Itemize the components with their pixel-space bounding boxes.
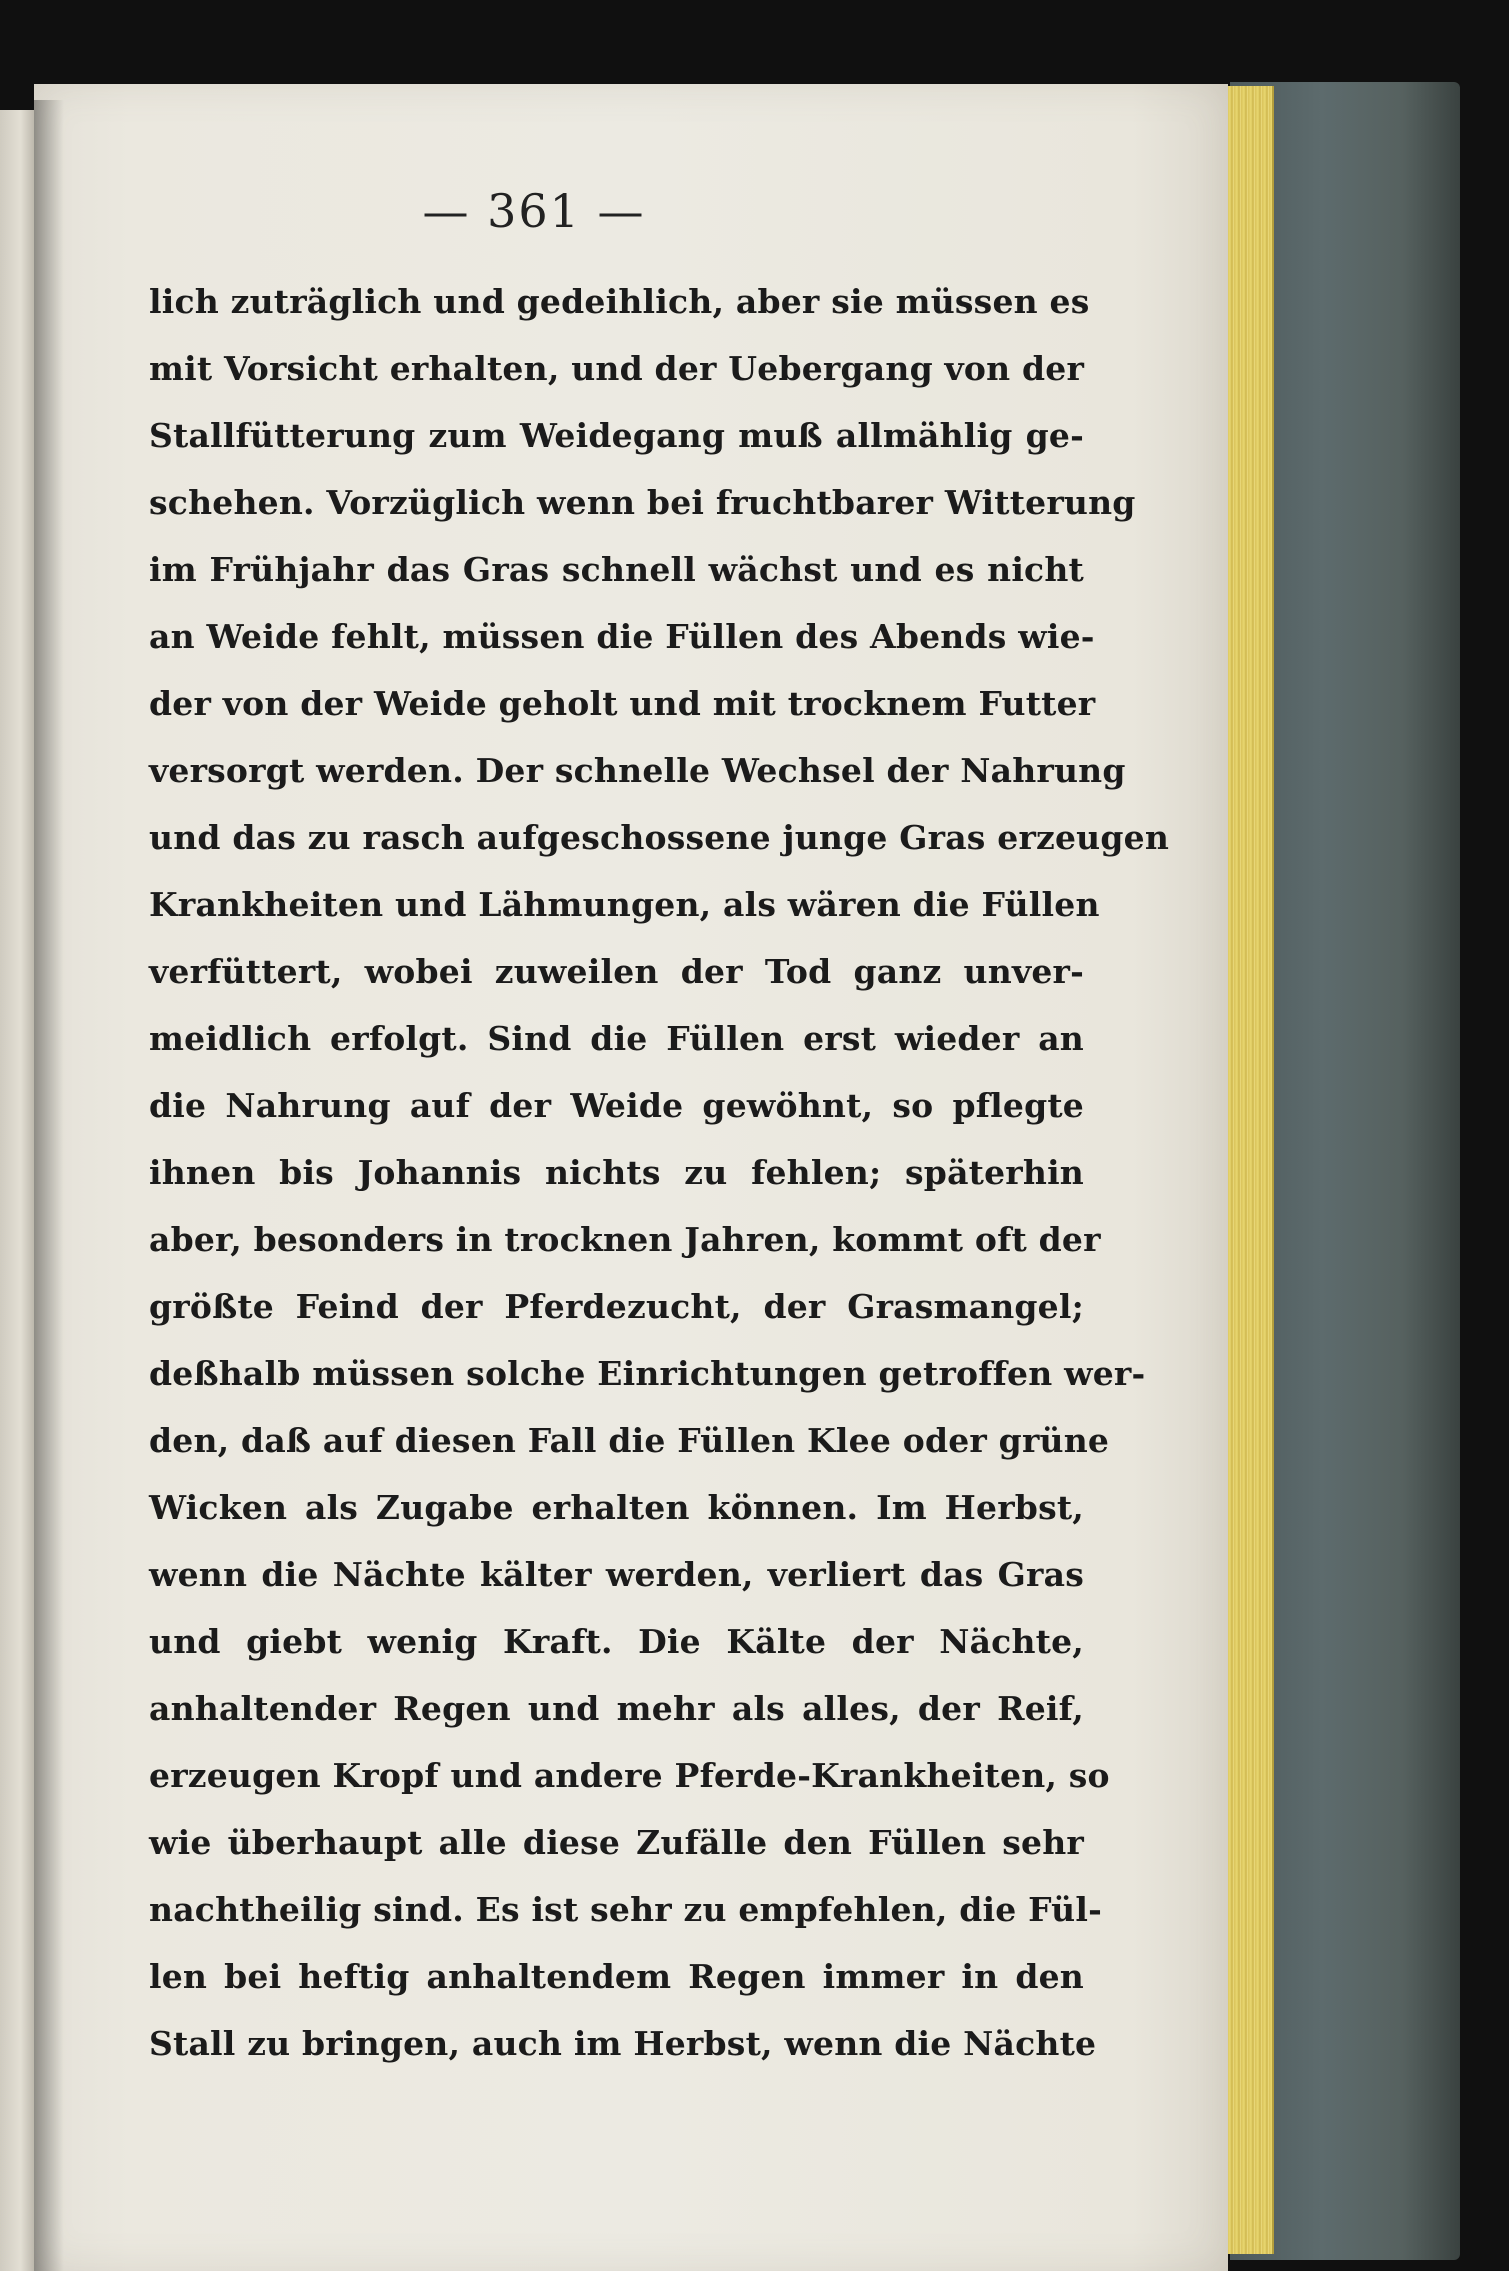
text-line: ihnen bis Johannis nichts zu fehlen; späterhin xyxy=(149,1153,1084,1192)
text-line: und das zu rasch aufgeschossene junge Gras erzeugen xyxy=(149,818,1170,857)
text-line: erzeugen Kropf und andere Pferde-Krankheiten, so xyxy=(149,1756,1110,1795)
page-edges xyxy=(1220,86,1274,2254)
text-line: Stall zu bringen, auch im Herbst, wenn die Nächte xyxy=(149,2024,1097,2063)
text-line: versorgt werden. Der schnelle Wechsel der Nahrung xyxy=(149,751,1126,790)
text-line: der von der Weide geholt und mit trocknem Futter xyxy=(149,684,1096,723)
text-line: die Nahrung auf der Weide gewöhnt, so pflegte xyxy=(149,1086,1084,1125)
text-line: nachtheilig sind. Es ist sehr zu empfehlen, die Fül- xyxy=(149,1890,1102,1929)
text-line: aber, besonders in trocknen Jahren, kommt oft der xyxy=(149,1220,1101,1259)
text-line: wenn die Nächte kälter werden, verliert das Gras xyxy=(149,1555,1084,1594)
text-line: wie überhaupt alle diese Zufälle den Füllen sehr xyxy=(149,1823,1084,1862)
gutter-shadow xyxy=(34,100,64,2271)
page-number: — 361 — xyxy=(422,184,646,238)
text-line: Stallfütterung zum Weidegang muß allmählig ge- xyxy=(149,416,1084,455)
text-line: len bei heftig anhaltendem Regen immer in den xyxy=(149,1957,1084,1996)
text-line: den, daß auf diesen Fall die Füllen Klee oder grüne xyxy=(149,1421,1110,1460)
text-line: deßhalb müssen solche Einrichtungen getroffen wer- xyxy=(149,1354,1146,1393)
facing-page-edge xyxy=(0,110,34,2271)
text-line: größte Feind der Pferdezucht, der Grasmangel; xyxy=(149,1287,1084,1326)
text-line: und giebt wenig Kraft. Die Kälte der Nächte, xyxy=(149,1622,1084,1661)
text-line: lich zuträglich und gedeihlich, aber sie müssen es xyxy=(149,282,1090,321)
text-line: anhaltender Regen und mehr als alles, der Reif, xyxy=(149,1689,1084,1728)
text-line: Krankheiten und Lähmungen, als wären die Füllen xyxy=(149,885,1100,924)
text-line: schehen. Vorzüglich wenn bei fruchtbarer Witterung xyxy=(149,483,1136,522)
text-line: Wicken als Zugabe erhalten können. Im Herbst, xyxy=(149,1488,1084,1527)
text-line: an Weide fehlt, müssen die Füllen des Abends wie- xyxy=(149,617,1095,656)
text-line: meidlich erfolgt. Sind die Füllen erst wieder an xyxy=(149,1019,1084,1058)
text-line: im Frühjahr das Gras schnell wächst und es nicht xyxy=(149,550,1084,589)
book-page xyxy=(34,84,1228,2271)
body-text xyxy=(149,268,1170,2077)
text-line: verfüttert, wobei zuweilen der Tod ganz unver- xyxy=(149,952,1084,991)
text-line: mit Vorsicht erhalten, und der Uebergang von der xyxy=(149,349,1085,388)
